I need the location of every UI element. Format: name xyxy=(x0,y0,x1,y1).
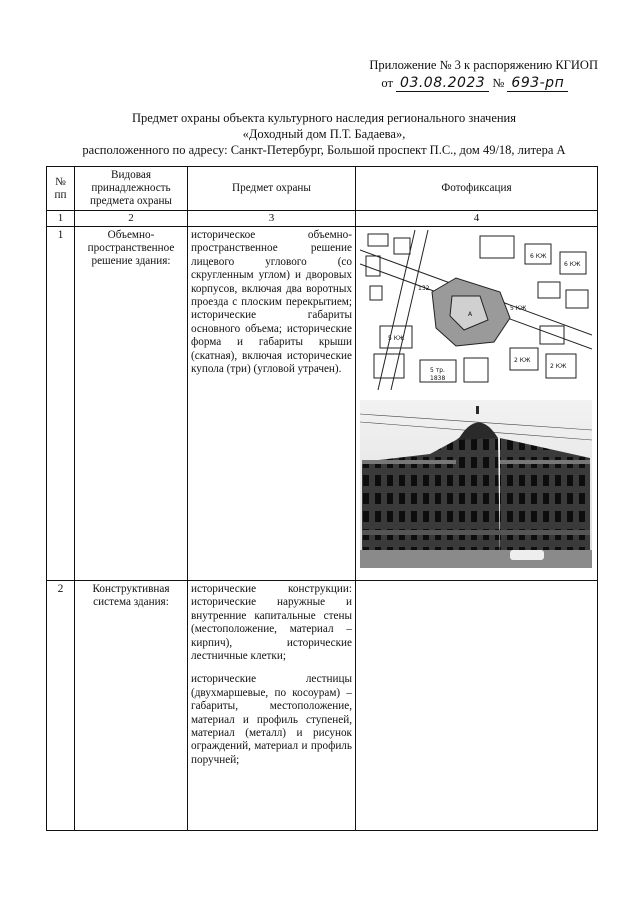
map-label: 6 КЖ xyxy=(530,253,547,260)
subject-paragraph: исторические лестницы (двухмаршевые, по косоурам) – габариты, местоположение, материал и профиль ступеней, материал (металл) и рисунок ограждений, материал и профиль поручней; xyxy=(191,673,352,766)
photo-cell xyxy=(356,581,598,831)
row-subject xyxy=(188,227,356,581)
photo-cell xyxy=(356,227,598,581)
annex-no: № xyxy=(492,76,505,90)
annex-header xyxy=(369,58,598,91)
row-type: Объемно-пространственное решение здания: xyxy=(75,227,188,581)
cadastral-map-image xyxy=(360,230,592,390)
building-photo xyxy=(360,400,592,568)
map-label: 132 xyxy=(418,285,430,292)
row-subject xyxy=(188,581,356,831)
heading-line-2: «Доходный дом П.Т. Бадаева», xyxy=(242,127,406,141)
heading-line-3: расположенного по адресу: Санкт-Петербург, Большой проспект П.С., дом 49/18, литера А xyxy=(82,143,566,157)
annex-from: от xyxy=(381,76,393,90)
map-label: 5 КЖ xyxy=(388,335,405,342)
header-type: Видовая принадлежность предмета охраны xyxy=(75,167,188,211)
table-row xyxy=(47,227,598,581)
annex-number: 693-рп xyxy=(507,75,568,92)
header-subject: Предмет охраны xyxy=(188,167,356,211)
header-photo: Фотофиксация xyxy=(356,167,598,211)
annex-date-line xyxy=(369,75,598,91)
row-number: 1 xyxy=(47,227,75,581)
document-heading xyxy=(40,110,608,158)
col-number: 3 xyxy=(188,211,356,227)
annex-date: 03.08.2023 xyxy=(396,75,489,92)
column-number-row xyxy=(47,211,598,227)
col-number: 1 xyxy=(47,211,75,227)
map-label: 2 КЖ xyxy=(514,357,531,364)
map-label: 2 КЖ xyxy=(550,363,567,370)
map-label: А xyxy=(468,311,473,318)
protection-table xyxy=(46,166,598,831)
subject-paragraph: исторические конструкции: исторические наружные и внутренние капитальные стены (местоположение, материал – кирпич), исторические лестничные клетки; xyxy=(191,583,352,663)
col-number: 4 xyxy=(356,211,598,227)
table-row xyxy=(47,581,598,831)
map-label: 5 тр. xyxy=(430,367,445,374)
header-number: № пп xyxy=(47,167,75,211)
col-number: 2 xyxy=(75,211,188,227)
map-label: 1838 xyxy=(430,375,446,382)
annex-title: Приложение № 3 к распоряжению КГИОП xyxy=(369,58,598,72)
subject-paragraph: историческое объемно-пространственное решение лицевого углового (со скругленным углом) и дворовых корпусов, включая два воротных проезда с плоским перекрытием; исторические габариты основного объема; исторические форма и габариты крыши (скатная), включая исторические купола (три) (угловой утрачен). xyxy=(191,229,352,376)
heading-line-1: Предмет охраны объекта культурного наследия регионального значения xyxy=(131,111,516,125)
table-header-row xyxy=(47,167,598,211)
map-label: 6 КЖ xyxy=(564,261,581,268)
row-number: 2 xyxy=(47,581,75,831)
row-type: Конструктивная система здания: xyxy=(75,581,188,831)
map-label: 5 КЖ xyxy=(510,305,527,312)
